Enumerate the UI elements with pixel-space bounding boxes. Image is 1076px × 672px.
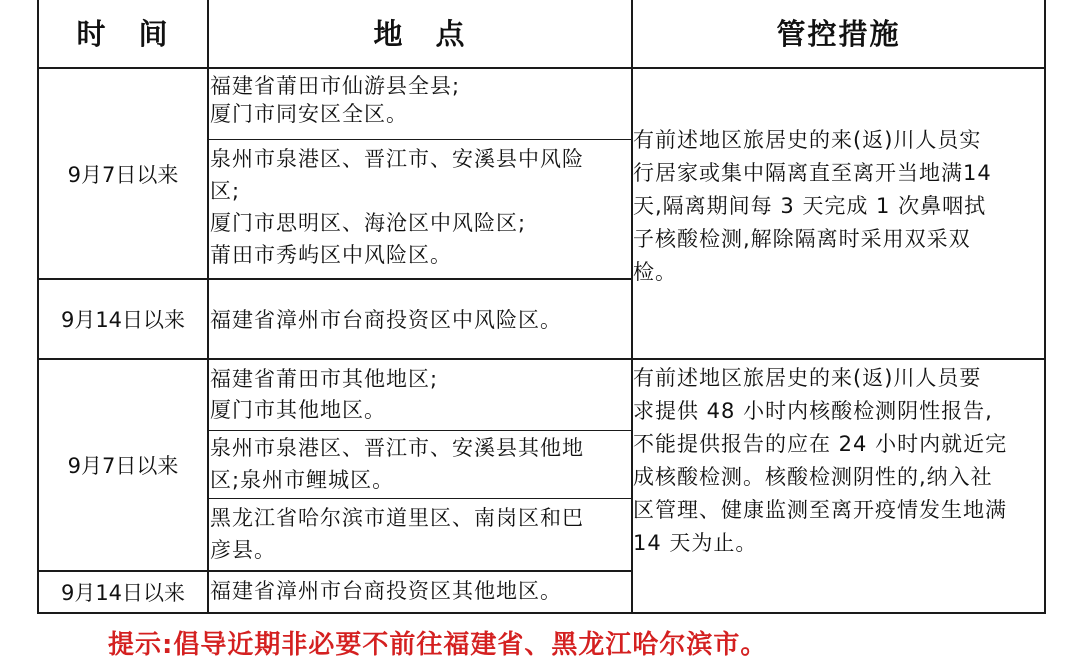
location-line: 福建省莆田市仙游县全县; [210, 74, 461, 98]
location-cell [210, 577, 630, 605]
column-divider-1 [207, 0, 209, 614]
measure-line: 求提供 48 小时内核酸检测阴性报告, [633, 399, 993, 423]
location-line: 黑龙江省哈尔滨市道里区、南岗区和巴 [210, 506, 584, 530]
location-divider-2 [208, 430, 632, 431]
location-line: 彦县。 [210, 538, 276, 562]
measure-line: 成核酸检测。核酸检测阴性的,纳入社 [633, 465, 993, 489]
location-line: 区; [210, 179, 241, 203]
measures-cell-1 [633, 124, 1045, 289]
measure-line: 区管理、健康监测至离开疫情发生地满 [633, 498, 1007, 522]
location-cell [210, 364, 630, 426]
location-cell [210, 72, 630, 128]
location-line: 泉州市泉港区、晋江市、安溪县中风险 [210, 147, 584, 171]
location-cell [210, 306, 630, 334]
location-line: 厦门市其他地区。 [210, 398, 386, 422]
tip-note: 提示:倡导近期非必要不前往福建省、黑龙江哈尔滨市。 [108, 630, 768, 660]
location-line: 厦门市同安区全区。 [210, 102, 408, 126]
location-line: 福建省漳州市台商投资区中风险区。 [210, 308, 562, 332]
header-time: 时 间 [76, 16, 170, 51]
measure-line: 行居家或集中隔离直至离开当地满14 [633, 161, 992, 185]
measure-line: 有前述地区旅居史的来(返)川人员实 [633, 128, 982, 152]
location-cell [210, 502, 630, 566]
measure-line: 有前述地区旅居史的来(返)川人员要 [633, 366, 982, 390]
header-measures: 管控措施 [776, 16, 901, 51]
measure-line: 子核酸检测,解除隔离时采用双采双 [633, 227, 971, 251]
measures-cell-2 [633, 362, 1045, 560]
location-line: 福建省漳州市台商投资区其他地区。 [210, 579, 562, 603]
location-line: 区;泉州市鲤城区。 [210, 468, 395, 492]
measure-line: 检。 [633, 260, 677, 284]
time-cell-3: 9月7日以来 [67, 454, 179, 478]
location-divider-3 [208, 498, 632, 499]
time-cell-4: 9月14日以来 [60, 581, 186, 605]
measure-line: 14 天为止。 [633, 531, 758, 555]
table-bottom-border [37, 612, 1046, 614]
location-line: 福建省莆田市其他地区; [210, 367, 439, 391]
header-location: 地 点 [373, 16, 467, 51]
location-line: 莆田市秀屿区中风险区。 [210, 243, 452, 267]
location-cell [210, 143, 630, 271]
location-cell [210, 432, 630, 496]
time-cell-1: 9月7日以来 [67, 162, 179, 187]
measure-line: 不能提供报告的应在 24 小时内就近完 [633, 432, 1008, 456]
location-divider-1 [208, 139, 632, 140]
location-line: 厦门市思明区、海沧区中风险区; [210, 211, 527, 235]
location-line: 泉州市泉港区、晋江市、安溪县其他地 [210, 436, 584, 460]
time-cell-2: 9月14日以来 [60, 308, 186, 332]
measure-line: 天,隔离期间每 3 天完成 1 次鼻咽拭 [633, 194, 987, 218]
